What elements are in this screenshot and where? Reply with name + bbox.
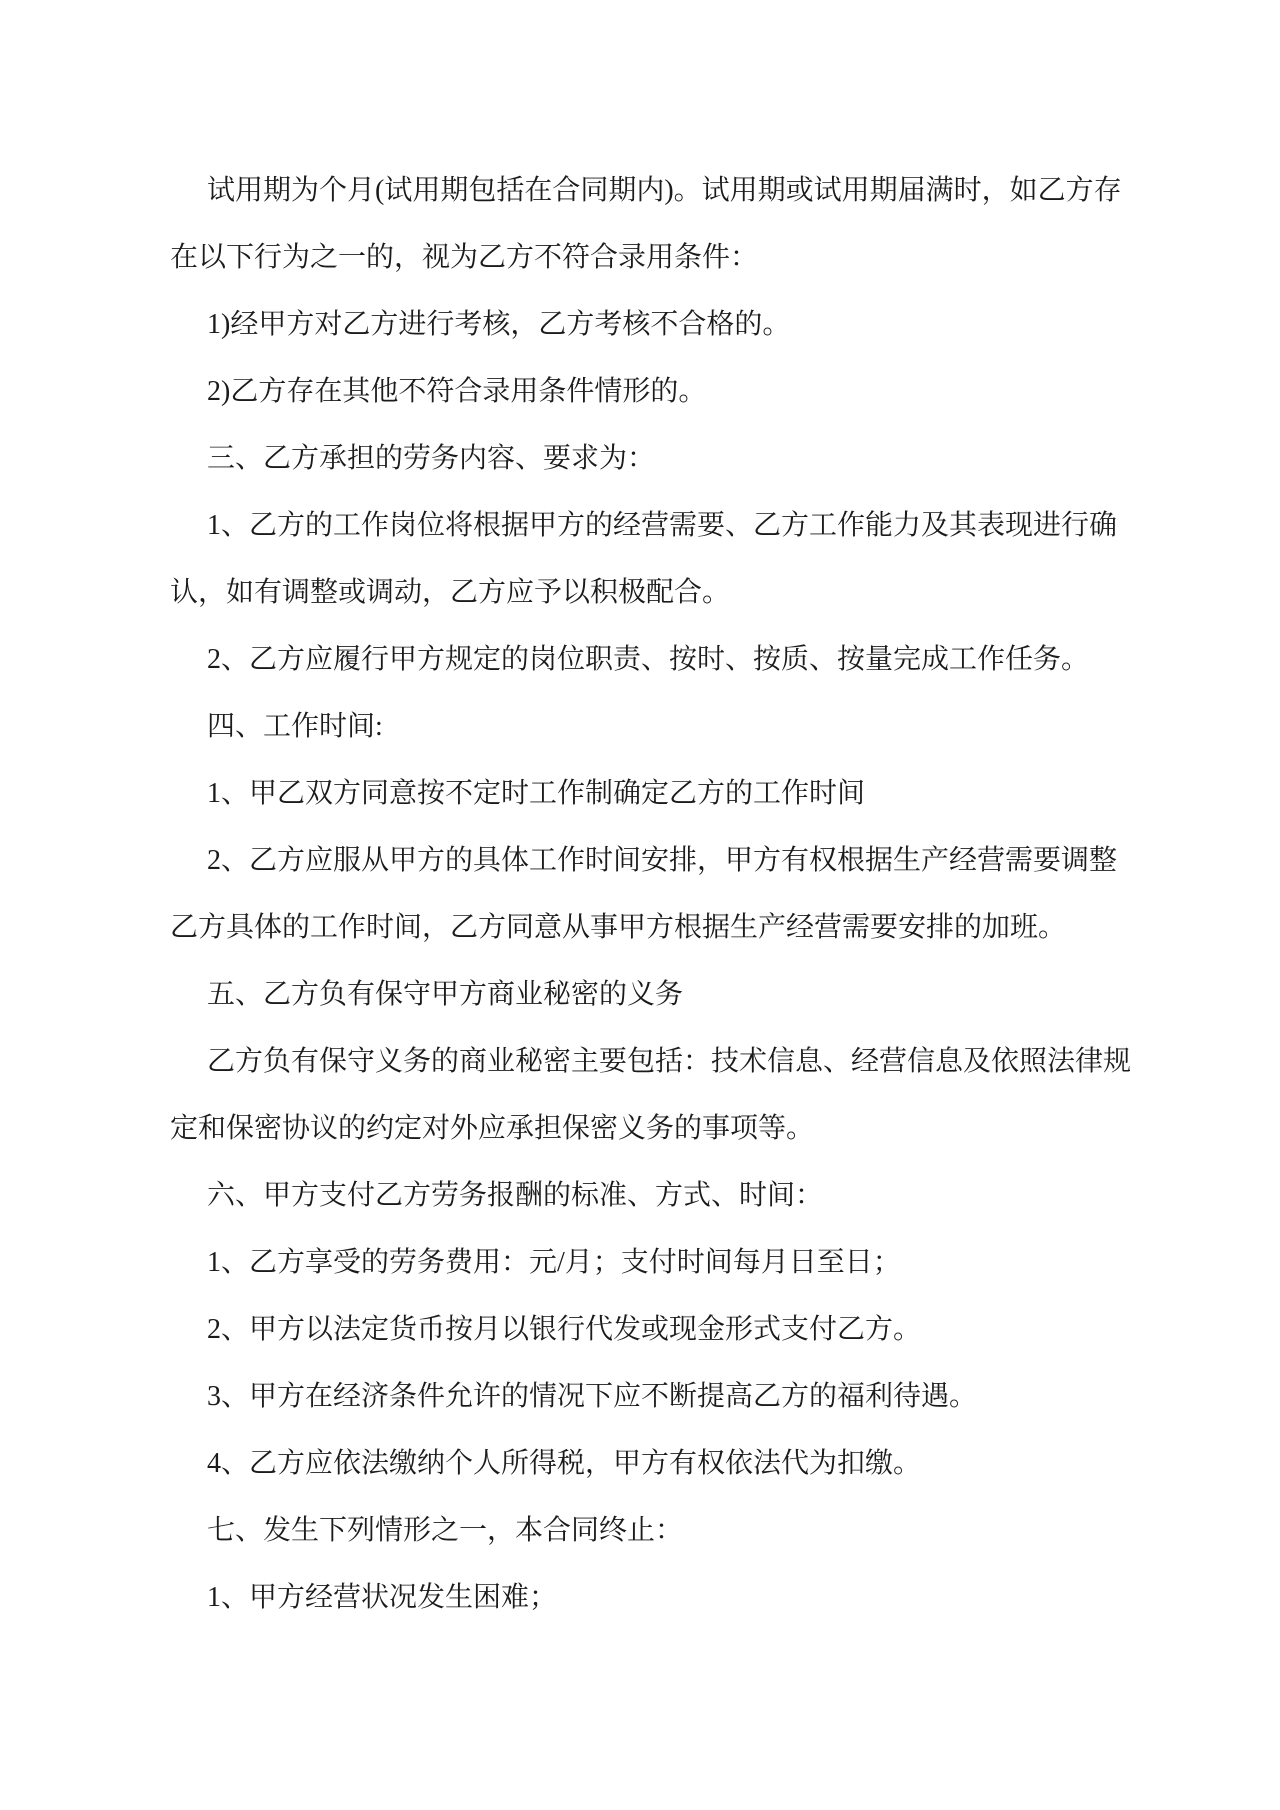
document-line: 六、甲方支付乙方劳务报酬的标准、方式、时间： — [207, 1180, 824, 1211]
document-line: 乙方负有保守义务的商业秘密主要包括：技术信息、经营信息及依照法律规 — [207, 1046, 1132, 1077]
document-line: 在以下行为之一的，视为乙方不符合录用条件： — [170, 242, 759, 273]
document-line: 2、乙方应服从甲方的具体工作时间安排，甲方有权根据生产经营需要调整 — [207, 845, 1118, 876]
document-line: 七、发生下列情形之一，本合同终止： — [207, 1515, 684, 1546]
document-line: 四、工作时间: — [207, 711, 383, 742]
document-line: 乙方具体的工作时间，乙方同意从事甲方根据生产经营需要安排的加班。 — [170, 912, 1067, 943]
document-line: 2)乙方存在其他不符合录用条件情形的。 — [207, 376, 707, 407]
contract-body — [170, 157, 1130, 1631]
document-line: 认，如有调整或调动，乙方应予以积极配合。 — [170, 577, 731, 608]
document-line: 试用期为个月(试用期包括在合同期内)。试用期或试用期届满时，如乙方存 — [207, 175, 1122, 206]
document-line: 4、乙方应依法缴纳个人所得税，甲方有权依法代为扣缴。 — [207, 1448, 922, 1479]
document-line: 1、甲方经营状况发生困难； — [207, 1582, 558, 1613]
document-line: 1、乙方享受的劳务费用：元/月；支付时间每月日至日； — [207, 1247, 901, 1278]
document-line: 2、乙方应履行甲方规定的岗位职责、按时、按质、按量完成工作任务。 — [207, 644, 1090, 675]
document-line: 1、乙方的工作岗位将根据甲方的经营需要、乙方工作能力及其表现进行确 — [207, 510, 1118, 541]
document-line: 1)经甲方对乙方进行考核，乙方考核不合格的。 — [207, 309, 791, 340]
document-line: 1、甲乙双方同意按不定时工作制确定乙方的工作时间 — [207, 778, 866, 809]
document-line: 3、甲方在经济条件允许的情况下应不断提高乙方的福利待遇。 — [207, 1381, 978, 1412]
document-line: 2、甲方以法定货币按月以银行代发或现金形式支付乙方。 — [207, 1314, 922, 1345]
document-line: 三、乙方承担的劳务内容、要求为： — [207, 443, 656, 474]
document-line: 定和保密协议的约定对外应承担保密义务的事项等。 — [170, 1113, 815, 1144]
document-line: 五、乙方负有保守甲方商业秘密的义务 — [207, 979, 684, 1010]
